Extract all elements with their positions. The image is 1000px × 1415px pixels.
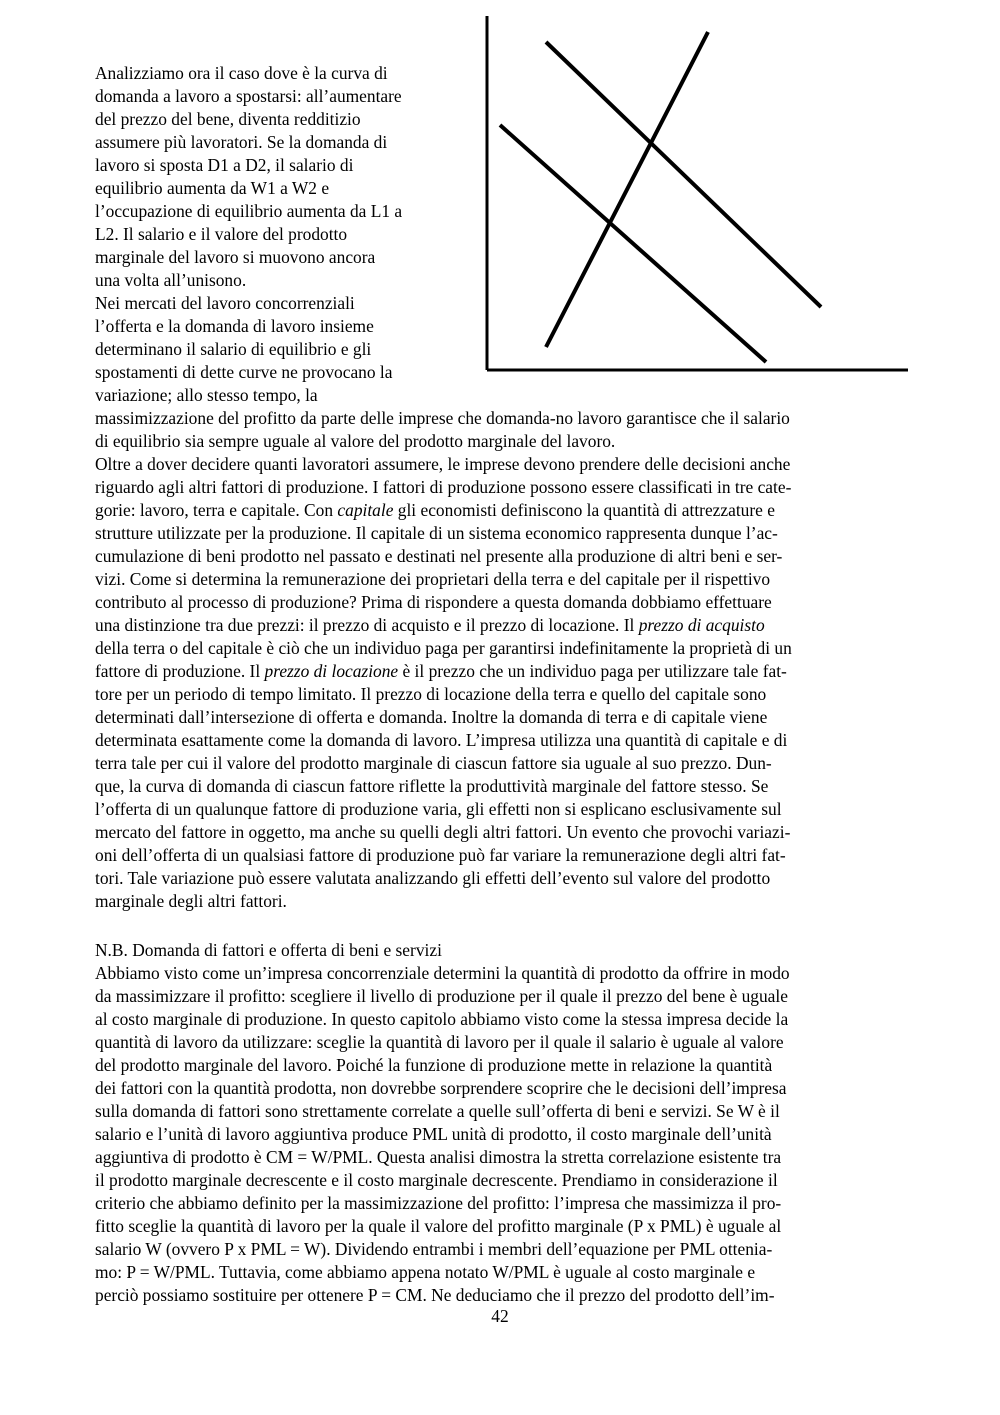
- text-run: è il prezzo che un individuo paga per utilizzare tale fat-: [398, 661, 787, 681]
- text-line: equilibrio aumenta da W1 a W2 e: [95, 178, 330, 198]
- text-line: salario e l’unità di lavoro aggiuntiva produce PML unità di prodotto, il costo marginale dell’unità: [95, 1124, 772, 1144]
- text-line: vizi. Come si determina la remunerazione dei proprietari della terra e del capitale per il rispettivo: [95, 569, 771, 589]
- text-line: [95, 614, 765, 637]
- text-line: [95, 499, 775, 522]
- text-line: cumulazione di beni prodotto nel passato e destinati nel presente alla produzione di altri beni e ser-: [95, 546, 783, 566]
- text-line: que, la curva di domanda di ciascun fattore riflette la produttività marginale del fattore stesso. Se: [95, 776, 769, 796]
- text-run: gorie: lavoro, terra e capitale. Con: [95, 500, 338, 520]
- text-line: determinati dall’intersezione di offerta e domanda. Inoltre la domanda di terra e di capitale viene: [95, 707, 768, 727]
- text-line: salario W (ovvero P x PML = W). Dividendo entrambi i membri dell’equazione per PML ottenia-: [95, 1239, 773, 1259]
- italic-term-prezzo-di-locazione: prezzo di locazione: [264, 661, 399, 681]
- text-line: mercato del fattore in oggetto, ma anche su quelli degli altri fattori. Un evento che provochi variazi-: [95, 822, 791, 842]
- text-line: aggiuntiva di prodotto è CM = W/PML. Questa analisi dimostra la stretta correlazione esistente tra: [95, 1147, 782, 1167]
- text-line: oni dell’offerta di un qualsiasi fattore di produzione può far variare la remunerazione degli altri fat-: [95, 845, 786, 865]
- text-line: variazione; allo stesso tempo, la: [95, 385, 318, 405]
- text-line: da massimizzare il profitto: scegliere il livello di produzione per il quale il prezzo del bene è uguale: [95, 986, 788, 1006]
- text-line: domanda a lavoro a spostarsi: all’aumentare: [95, 86, 402, 106]
- page-number: 42: [491, 1306, 509, 1326]
- text-line: fitto sceglie la quantità di lavoro per la quale il valore del profitto marginale (P x PML) è uguale al: [95, 1216, 782, 1236]
- text-line: del prodotto marginale del lavoro. Poiché la funzione di produzione mette in relazione la quantità: [95, 1055, 773, 1075]
- text-line: determinata esattamente come la domanda di lavoro. L’impresa utilizza una quantità di capitale e di: [95, 730, 788, 750]
- text-line: L2. Il salario e il valore del prodotto: [95, 224, 348, 244]
- text-line: contributo al processo di produzione? Prima di rispondere a questa domanda dobbiamo effettuare: [95, 592, 772, 612]
- text-line: terra tale per cui il valore del prodotto marginale di ciascun fattore sia uguale al suo prezzo. Dun-: [95, 753, 772, 773]
- text-line: del prezzo del bene, diventa redditizio: [95, 109, 361, 129]
- text-run: fattore di produzione. Il: [95, 661, 265, 681]
- labor-demand-shift-diagram: [480, 10, 915, 378]
- text-line: assumere più lavoratori. Se la domanda di: [95, 132, 388, 152]
- text-line: Nei mercati del lavoro concorrenziali: [95, 293, 355, 313]
- italic-term-prezzo-di-acquisto: prezzo di acquisto: [638, 615, 765, 635]
- text-line: della terra o del capitale è ciò che un individuo paga per garantirsi indefinitamente la proprietà di un: [95, 638, 792, 658]
- text-line: Oltre a dover decidere quanti lavoratori assumere, le imprese devono prendere delle decisioni anche: [95, 454, 791, 474]
- demand-curve-1: [500, 125, 766, 362]
- text-line: mo: P = W/PML. Tuttavia, come abbiamo appena notato W/PML è uguale al costo marginale e: [95, 1262, 756, 1282]
- text-line: perciò possiamo sostituire per ottenere P = CM. Ne deduciamo che il prezzo del prodotto dell’im-: [95, 1285, 775, 1305]
- text-line: riguardo agli altri fattori di produzione. I fattori di produzione possono essere classificati in tre cate-: [95, 477, 792, 497]
- section-heading: N.B. Domanda di fattori e offerta di beni e servizi: [95, 940, 442, 960]
- italic-term-capitale: capitale: [337, 500, 394, 520]
- text-run: gli economisti definiscono la quantità di attrezzature e: [393, 500, 775, 520]
- text-line: l’offerta e la domanda di lavoro insieme: [95, 316, 374, 336]
- text-line: marginale degli altri fattori.: [95, 891, 287, 911]
- text-line: al costo marginale di produzione. In questo capitolo abbiamo visto come la stessa impresa decide la: [95, 1009, 789, 1029]
- text-line: una volta all’unisono.: [95, 270, 247, 290]
- text-line: criterio che abbiamo definito per la massimizzazione del profitto: l’impresa che massimizza il pro-: [95, 1193, 782, 1213]
- text-line: [95, 660, 787, 683]
- text-line: massimizzazione del profitto da parte delle imprese che domanda-no lavoro garantisce che il salario: [95, 408, 790, 428]
- text-line: Analizziamo ora il caso dove è la curva di: [95, 63, 388, 83]
- text-line: sulla domanda di fattori sono strettamente correlate a quelle sull’offerta di beni e servizi. Se W è il: [95, 1101, 780, 1121]
- text-line: strutture utilizzate per la produzione. Il capitale di un sistema economico rappresenta dunque l’ac-: [95, 523, 778, 543]
- text-line: il prodotto marginale decrescente e il costo marginale decrescente. Prendiamo in considerazione il: [95, 1170, 778, 1190]
- text-line: Abbiamo visto come un’impresa concorrenziale determini la quantità di prodotto da offrire in modo: [95, 963, 790, 983]
- text-run: una distinzione tra due prezzi: il prezzo di acquisto e il prezzo di locazione. Il: [95, 615, 639, 635]
- text-line: tori. Tale variazione può essere valutata analizzando gli effetti dell’evento sul valore del prodotto: [95, 868, 771, 888]
- text-line: spostamenti di dette curve ne provocano la: [95, 362, 393, 382]
- text-line: marginale del lavoro si muovono ancora: [95, 247, 376, 267]
- text-line: quantità di lavoro da utilizzare: sceglie la quantità di lavoro per il quale il salario è uguale al valore: [95, 1032, 784, 1052]
- text-line: di equilibrio sia sempre uguale al valore del prodotto marginale del lavoro.: [95, 431, 616, 451]
- text-line: determinano il salario di equilibrio e gli: [95, 339, 372, 359]
- text-line: dei fattori con la quantità prodotta, non dovrebbe sorprendere scoprire che le decisioni dell’impresa: [95, 1078, 787, 1098]
- text-line: l’occupazione di equilibrio aumenta da L1 a: [95, 201, 403, 221]
- text-line: tore per un periodo di tempo limitato. Il prezzo di locazione della terra e quello del capitale sono: [95, 684, 767, 704]
- text-line: lavoro si sposta D1 a D2, il salario di: [95, 155, 354, 175]
- text-line: l’offerta di un qualunque fattore di produzione varia, gli effetti non si esplicano esclusivamente sul: [95, 799, 782, 819]
